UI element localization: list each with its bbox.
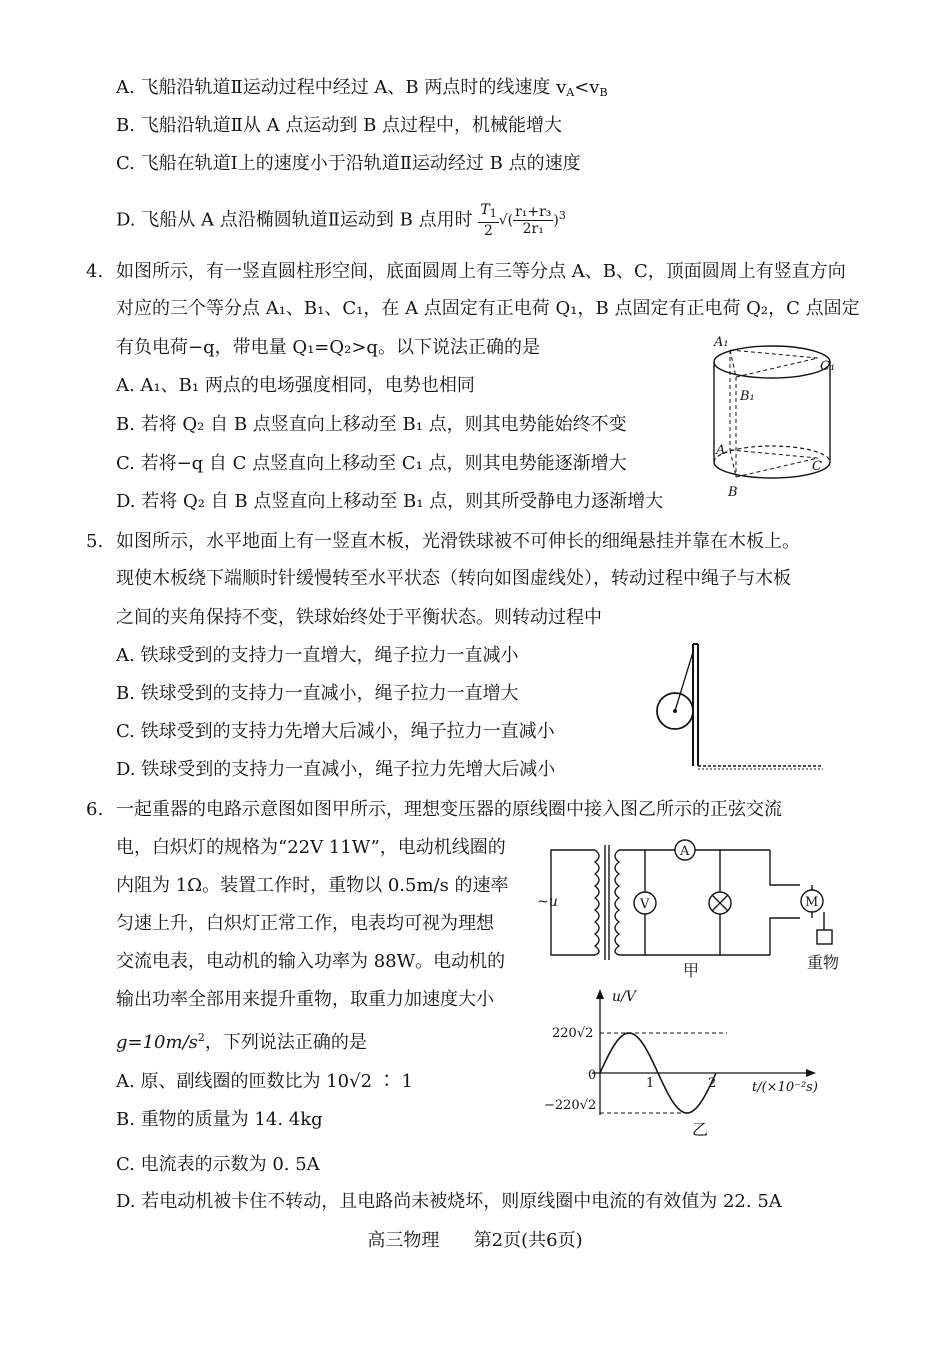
option-label: A. — [116, 77, 135, 98]
option-label: D. — [116, 209, 136, 231]
weight-label: 重物 — [807, 953, 840, 972]
stem-text: 如图所示，水平地面上有一竖直木板，光滑铁球被不可伸长的细绳悬挂并靠在木板上。 — [116, 531, 800, 552]
option-text: 若将 Q₂ 自 B 点竖直向上移动至 B₁ 点，则其电势能始终不变 — [140, 414, 627, 435]
q6-option-a — [116, 1070, 413, 1094]
label-c1: C₁ — [820, 359, 836, 374]
q4-option-d — [116, 490, 663, 514]
option-label: B. — [116, 115, 135, 136]
footer-subject: 高三物理 — [367, 1230, 440, 1251]
stem-text: ，下列说法正确的是 — [204, 1032, 367, 1053]
q4-option-c — [116, 452, 627, 476]
primary-coil — [595, 850, 599, 955]
q5-option-b — [116, 682, 519, 706]
option-label: C. — [116, 1154, 135, 1175]
secondary-coil — [615, 850, 619, 955]
q3-option-a — [116, 76, 608, 105]
q4-stem-line1 — [86, 260, 846, 284]
q4-option-b — [116, 413, 627, 437]
weight-block — [817, 930, 832, 944]
option-text: 飞船沿轨道Ⅱ运动过程中经过 A、B 两点时的线速度 v — [140, 77, 567, 98]
label-a1: A₁ — [714, 335, 729, 350]
option-text-part: <v — [574, 77, 600, 98]
option-text: 铁球受到的支持力一直增大，绳子拉力一直减小 — [140, 645, 519, 666]
option-text: 原、副线圈的匝数比为 10√2 ∶ 1 — [140, 1071, 413, 1092]
label-a: A — [716, 443, 726, 458]
option-text: 若将−q 自 C 点竖直向上移动至 C₁ 点，则其电势能逐渐增大 — [140, 453, 627, 474]
q6-stem-line7 — [116, 1026, 367, 1055]
q3-option-c — [116, 152, 581, 176]
source-label: ~u — [537, 894, 558, 910]
q3-option-d — [116, 202, 566, 239]
voltmeter-label: V — [640, 897, 650, 912]
page-footer — [0, 1226, 950, 1252]
b-c-edge — [736, 458, 818, 477]
top-ellipse — [714, 346, 830, 378]
option-label: D. — [116, 1191, 136, 1212]
stem-text: 如图所示，有一竖直圆柱形空间，底面圆周上有三等分点 A、B、C，顶面圆周上有竖直方向 — [116, 261, 846, 282]
x-tick-1: 1 — [646, 1076, 655, 1091]
y-axis-arrow — [596, 989, 604, 999]
option-label: B. — [116, 683, 135, 704]
q6-stem-line4: 匀速上升，白炽灯正常工作，电表均可视为理想 — [116, 913, 494, 934]
x-axis-arrow — [806, 1069, 816, 1077]
q6-stem-line5: 交流电表，电动机的输入功率为 88W。电动机的 — [116, 951, 506, 972]
y-axis-label: u/V — [612, 989, 636, 1005]
option-label: A. — [116, 375, 135, 396]
option-label: A. — [116, 1071, 135, 1092]
option-text: 重物的质量为 14. 4kg — [140, 1109, 323, 1130]
option-text: 若电动机被卡住不转动，且电路尚未被烧坏，则原线圈中电流的有效值为 22. 5A — [141, 1191, 782, 1212]
option-text: 铁球受到的支持力一直减小，绳子拉力一直增大 — [140, 683, 519, 704]
cylinder-figure — [700, 330, 850, 505]
option-text: 飞船沿轨道Ⅱ从 A 点运动到 B 点过程中，机械能增大 — [140, 115, 563, 136]
gravity-value: g=10m/s — [116, 1032, 198, 1053]
option-label: B. — [116, 1109, 135, 1130]
option-text: 飞船在轨道Ⅰ上的速度小于沿轨道Ⅱ运动经过 B 点的速度 — [140, 153, 581, 174]
q4-stem-line2: 对应的三个等分点 A₁、B₁、C₁，在 A 点固定有正电荷 Q₁，B 点固定有正电荷 Q₂，C 点固定 — [116, 298, 860, 319]
x-tick-2: 2 — [708, 1076, 717, 1091]
label-c: C — [812, 459, 822, 474]
question-number: 4. — [86, 261, 104, 282]
motor-bottom-wire — [770, 918, 800, 955]
y-tick-max: 220√2 — [552, 1026, 594, 1041]
ammeter-label: A — [680, 844, 690, 859]
q3-option-b — [116, 114, 562, 138]
q5-option-d — [116, 758, 555, 782]
option-label: A. — [116, 645, 135, 666]
figure-caption-yi: 乙 — [692, 1120, 709, 1139]
a-c-edge — [730, 450, 818, 458]
q6-option-b — [116, 1108, 323, 1132]
figure-caption-jia: 甲 — [683, 961, 700, 980]
q6-stem-line1 — [86, 798, 782, 822]
question-number: 5. — [86, 531, 104, 552]
footer-page-number: 第2页(共6页) — [473, 1230, 583, 1251]
q4-stem-line3: 有负电荷−q，带电量 Q₁=Q₂>q。以下说法正确的是 — [116, 337, 540, 358]
y-tick-min: −220√2 — [544, 1098, 597, 1113]
circuit-figure — [535, 830, 855, 980]
motor-top-wire — [770, 850, 800, 885]
origin-label: 0 — [588, 1068, 597, 1083]
option-text: 电流表的示数为 0. 5A — [140, 1154, 320, 1175]
subscript: A — [566, 86, 575, 99]
option-text: 若将 Q₂ 自 B 点竖直向上移动至 B₁ 点，则其所受静电力逐渐增大 — [141, 491, 664, 512]
q4-option-a — [116, 374, 475, 398]
option-text: 铁球受到的支持力一直减小，绳子拉力先增大后减小 — [141, 759, 556, 780]
q6-stem-line2: 电，白炽灯的规格为“22V 11W”，电动机线圈的 — [116, 837, 506, 858]
board-ball-figure — [645, 638, 830, 773]
option-label: C. — [116, 453, 135, 474]
superscript: 2 — [197, 1031, 205, 1044]
option-label: C. — [116, 721, 135, 742]
q5-option-a — [116, 644, 518, 668]
q5-stem-line1 — [86, 530, 800, 554]
question-number: 6. — [86, 799, 104, 820]
option-label: C. — [116, 153, 135, 174]
label-b: B — [728, 485, 738, 500]
q5-option-c — [116, 720, 555, 744]
subscript: B — [599, 86, 608, 99]
t1-over-2: $\frac{T_1}{2}$ — [480, 202, 497, 239]
x-axis-label: t/(×10⁻²s) — [752, 1080, 818, 1095]
voltage-graph — [540, 985, 845, 1140]
stem-text: 一起重器的电路示意图如图甲所示，理想变压器的原线圈中接入图乙所示的正弦交流 — [116, 799, 782, 820]
a1-c1-edge — [730, 350, 818, 358]
q6-stem-line3: 内阻为 1Ω。装置工作时，重物以 0.5m/s 的速率 — [116, 875, 509, 896]
q5-stem-line3: 之间的夹角保持不变，铁球始终处于平衡状态。则转动过程中 — [116, 607, 602, 628]
q6-option-c — [116, 1153, 320, 1177]
sqrt-expression: √( $\frac{\text{r₁+r₃}}{\text{2r₁}}$ )$^3$ — [498, 204, 566, 238]
b1-c1-edge — [736, 358, 818, 377]
q5-stem-line2: 现使木板绕下端顺时针缓慢转至水平状态（转向如图虚线处），转动过程中绳子与木板 — [116, 568, 791, 589]
option-label: D. — [116, 759, 136, 780]
option-text: 铁球受到的支持力先增大后减小，绳子拉力一直减小 — [140, 721, 555, 742]
option-text: A₁、B₁ 两点的电场强度相同，电势也相同 — [140, 375, 475, 396]
q6-stem-line6: 输出功率全部用来提升重物，取重力加速度大小 — [116, 989, 494, 1010]
label-b1: B₁ — [740, 389, 755, 404]
option-label: D. — [116, 491, 136, 512]
motor-label: M — [805, 895, 819, 910]
option-label: B. — [116, 414, 135, 435]
q6-option-d — [116, 1190, 782, 1214]
option-text: 飞船从 A 点沿椭圆轨道Ⅱ运动到 B 点用时 — [141, 209, 473, 231]
